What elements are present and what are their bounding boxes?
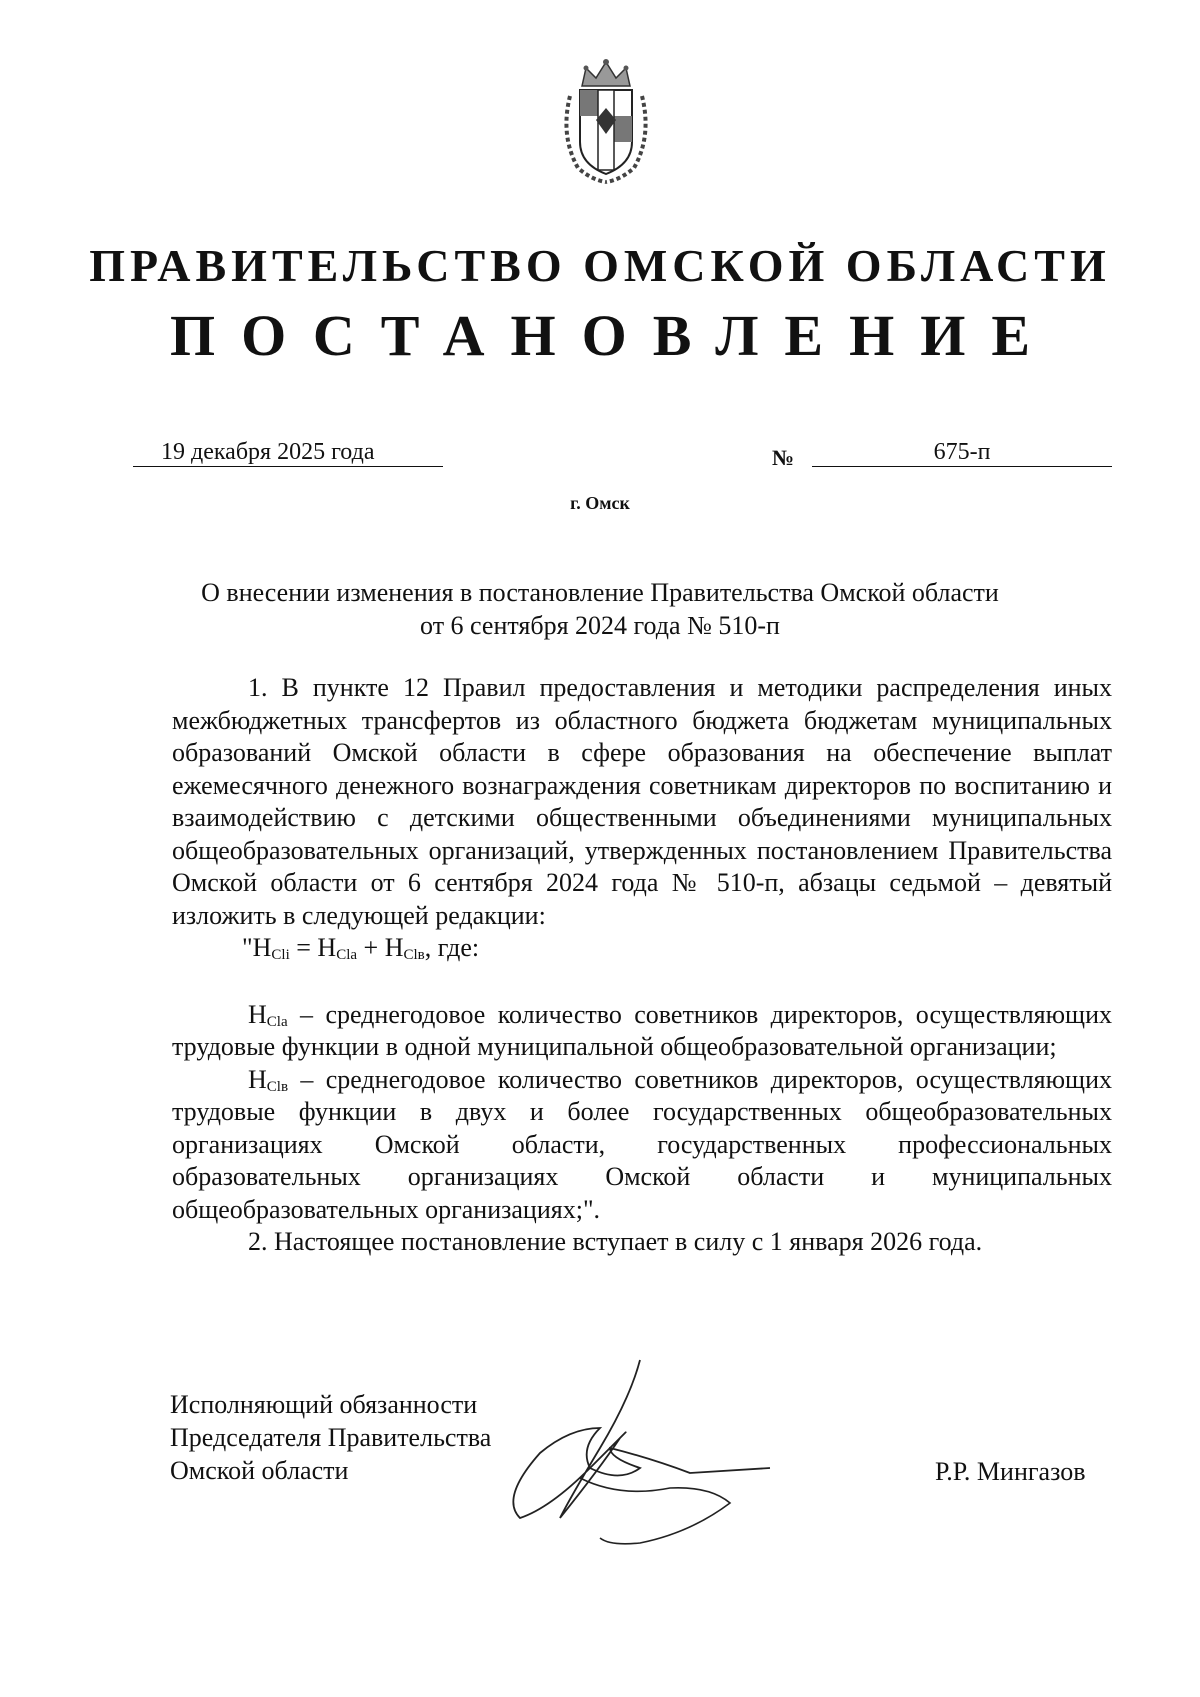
document-date-field	[133, 438, 443, 467]
signatory-line-3: Омской области	[170, 1456, 349, 1485]
subject-line-2: от 6 сентября 2024 года № 510-п	[420, 611, 780, 640]
definition-b: $Н_{Clв}$ – среднегодовое количество советников директоров, осуществляющих трудовые функции в двух и более государственных общеобразовательных организациях Омской области, государственных профессиональных образовательных организациях Омской области и муниципальных общеобразовательных организациях;".	[172, 1064, 1112, 1224]
handwritten-signature	[490, 1358, 780, 1548]
city: г. Омск	[570, 493, 630, 513]
paragraph-1: 1. В пункте 12 Правил предоставления и методики распределения иных межбюджетных трансфертов из областного бюджета бюджетам муниципальных образований Омской области в сфере образования на обеспечение выплат ежемесячного денежного вознаграждения советникам директоров по воспитанию и взаимодействию с детскими общественными объединениями муниципальных общеобразовательных организаций, утвержденных постановлением Правительства Омской области от 6 сентября 2024 года № 510-п, абзацы седьмой – девятый изложить в следующей редакции:	[172, 673, 1112, 930]
signatory-line-1: Исполняющий обязанности	[170, 1390, 478, 1419]
number-label: №	[772, 445, 795, 470]
signatory-name: Р.Р. Мингазов	[935, 1457, 1086, 1486]
org-title: ПРАВИТЕЛЬСТВО ОМСКОЙ ОБЛАСТИ	[89, 240, 1111, 291]
definition-a: $Н_{Cla}$ – среднегодовое количество советников директоров, осуществляющих трудовые функции в одной муниципальной общеобразовательной организации;	[172, 999, 1112, 1061]
subject-line-1: О внесении изменения в постановление Правительства Омской области	[201, 578, 999, 607]
document-type: ПОСТАНОВЛЕНИЕ	[169, 303, 1057, 368]
document-number: 675-п	[812, 438, 1112, 467]
document-body	[172, 672, 1112, 1259]
document-subject	[150, 576, 1050, 642]
signatory-line-2: Председателя Правительства	[170, 1423, 492, 1452]
paragraph-2: 2. Настоящее постановление вступает в силу с 1 января 2026 года.	[248, 1227, 983, 1256]
omsk-coat-of-arms-icon	[558, 56, 654, 184]
formula: "$Н_{Cli} = Н_{Cla} + Н_{Clв}$, где:	[242, 933, 480, 963]
signatory-title	[170, 1388, 491, 1487]
document-date: 19 декабря 2025 года	[161, 439, 375, 465]
